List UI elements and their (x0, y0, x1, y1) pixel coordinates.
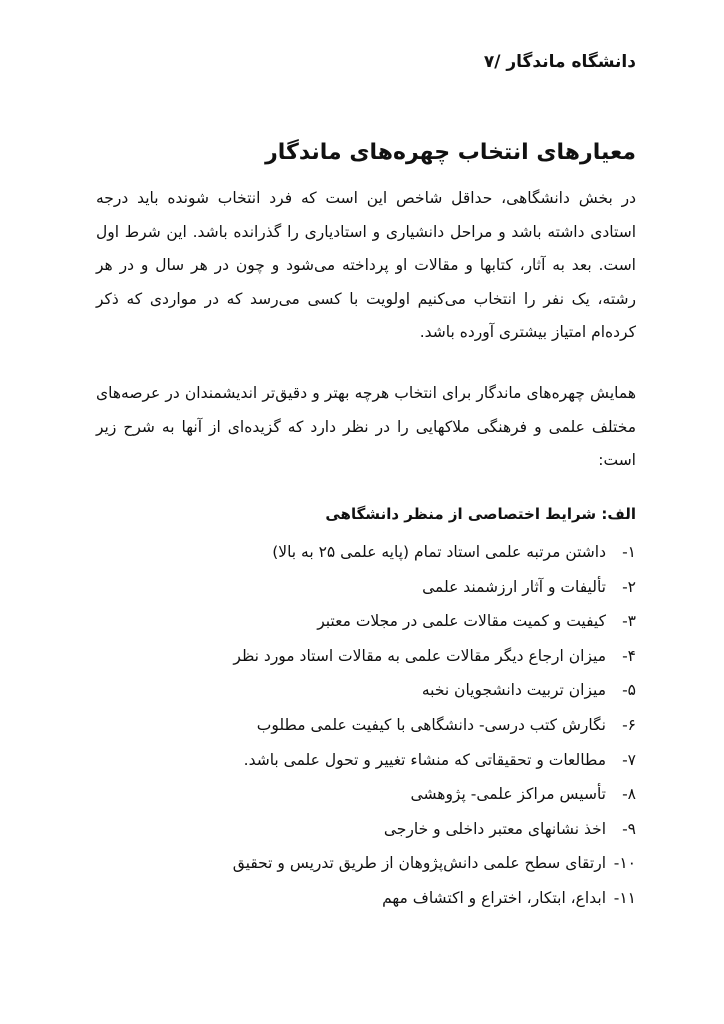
item-number: ۶- (622, 715, 636, 734)
list-item (96, 604, 636, 639)
item-number: ۲- (622, 577, 636, 596)
list-item (96, 570, 636, 605)
item-number: ۳- (622, 612, 636, 631)
item-text: نگارش کتب درسی- دانشگاهی با کیفیت علمی مطلوب (256, 715, 606, 734)
item-number: ۱۱- (613, 888, 636, 907)
item-text: داشتن مرتبه علمی استاد تمام (پایه علمی ۲۵ به بالا) (272, 543, 606, 561)
list-item (96, 812, 636, 847)
item-number: ۴- (622, 646, 636, 665)
item-text: ارتقای سطح علمی دانش‌پژوهان از طریق تدریس و تحقیق (232, 854, 606, 873)
list-item (96, 673, 636, 708)
item-number: ۵- (622, 681, 636, 700)
item-text: کیفیت و کمیت مقالات علمی در مجلات معتبر (317, 612, 606, 631)
list-item (96, 846, 636, 881)
list-item (96, 535, 636, 570)
item-text: تألیفات و آثار ارزشمند علمی (422, 577, 606, 596)
item-text: اخذ نشانهای معتبر داخلی و خارجی (383, 819, 606, 838)
item-text: میزان ارجاع دیگر مقالات علمی به مقالات استاد مورد نظر (233, 646, 606, 665)
list-item (96, 708, 636, 743)
item-text: میزان تربیت دانشجویان نخبه (421, 681, 606, 700)
item-number: ۱- (622, 543, 636, 561)
running-header: دانشگاه ماندگار /۷ (483, 52, 636, 72)
list-item (96, 743, 636, 778)
item-text: تأسیس مراکز علمی- پژوهشی (410, 785, 606, 804)
item-number: ۸- (622, 785, 636, 804)
item-number: ۱۰- (613, 854, 636, 873)
item-text: ابداع، ابتکار، اختراع و اکتشاف مهم (382, 888, 606, 907)
list-item (96, 881, 636, 916)
list-item (96, 777, 636, 812)
intro-paragraph: در بخش دانشگاهی، حداقل شاخص این است که فرد انتخاب شونده باید درجه استادی داشته باشد و مراحل دانشیاری و استادیاری را گذرانده باشد. این شرط اول است. بعد به آثار، کتابها و مقالات او پرداخته می‌شود و چون در هر سال و در هر رشته، یک نفر را انتخاب می‌کنیم اولویت با کسی می‌رسد که در مواردی که ذکر کرده‌ام امتیاز بیشتری آورده باشد. (96, 189, 636, 341)
item-number: ۹- (622, 819, 636, 838)
item-text: مطالعات و تحقیقاتی که منشاء تغییر و تحول علمی باشد. (243, 750, 606, 769)
criteria-list (96, 535, 636, 916)
page-title: معیارهای انتخاب چهره‌های ماندگار (265, 140, 636, 165)
section-heading: الف: شرایط اختصاصی از منظر دانشگاهی (325, 505, 636, 523)
item-number: ۷- (622, 750, 636, 769)
criteria-intro-paragraph: همایش چهره‌های ماندگار برای انتخاب هرچه بهتر و دقیق‌تر اندیشمندان در عرصه‌های مختلف علمی و فرهنگی ملاکهایی را در نظر دارد که گزیده‌ای از آنها به شرح زیر است: (96, 384, 636, 469)
list-item (96, 639, 636, 674)
